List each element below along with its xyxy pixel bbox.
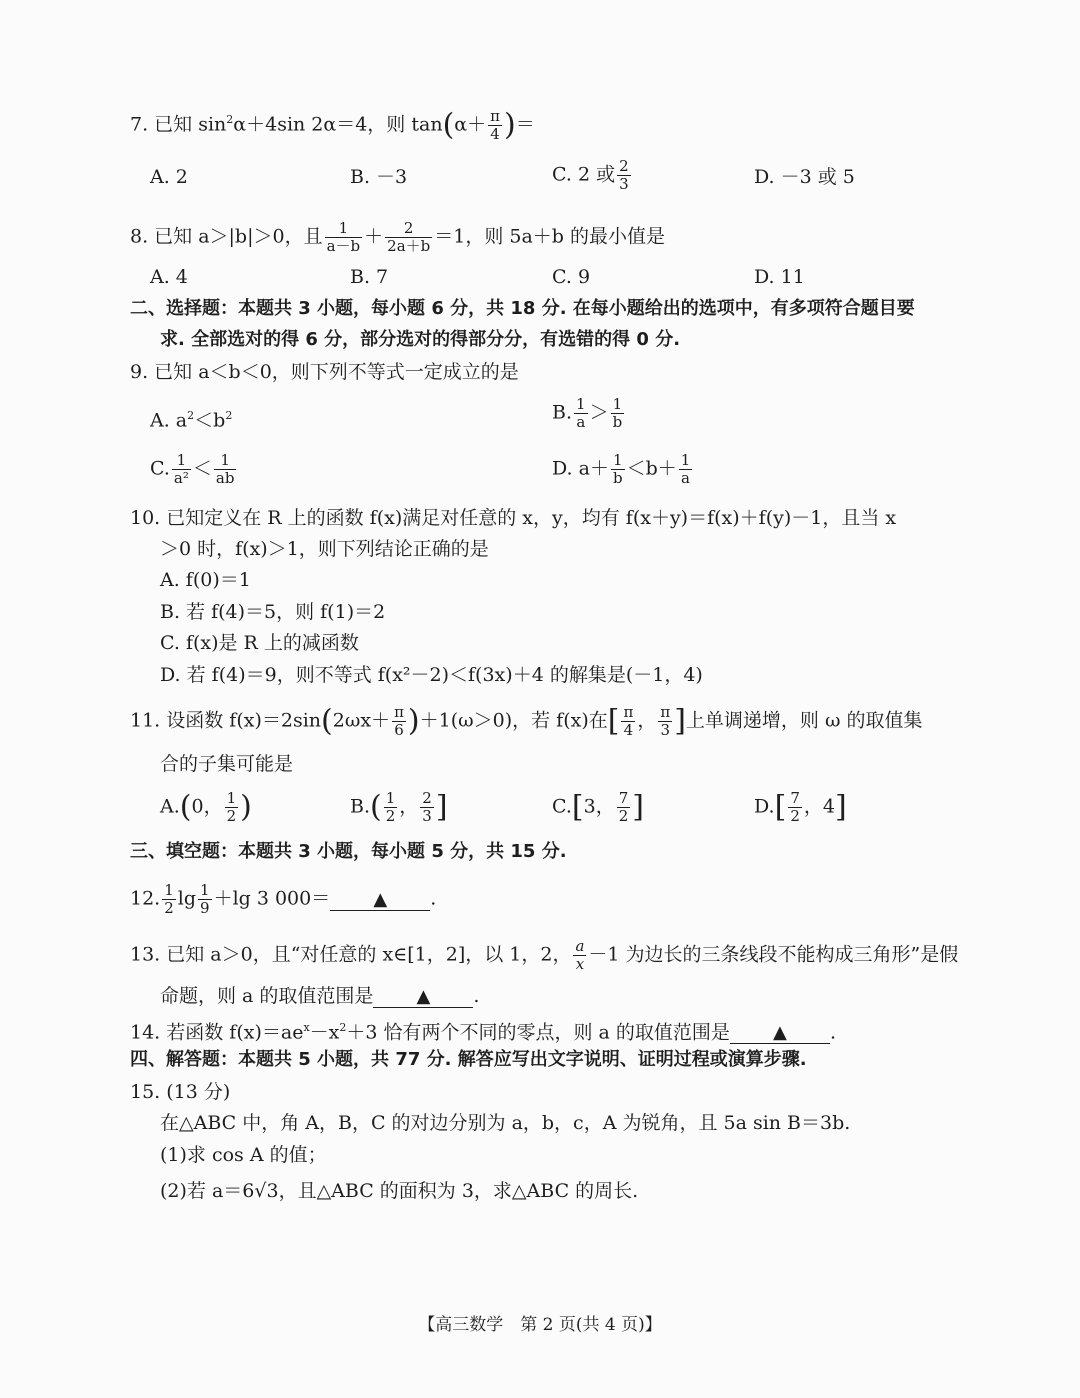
q9-c-frac2 xyxy=(214,452,237,487)
q7-c-text: C. 2 或 xyxy=(552,163,616,186)
frac-den: ab xyxy=(215,469,235,487)
question-13-stem-line2 xyxy=(160,984,479,1008)
frac-den: a² xyxy=(173,469,189,487)
q12-answer-blank[interactable] xyxy=(330,889,430,911)
q9-a-sup2: 2 xyxy=(225,409,233,422)
bracket-open: [ xyxy=(774,789,787,825)
question-10-stem-line1: 10. 已知定义在 R 上的函数 f(x)满足对任意的 x，y，均有 f(x＋y)＝f(x)＋f(y)－1，且当 x xyxy=(130,507,897,529)
q9-b-label: B. xyxy=(552,401,573,424)
frac-den: a xyxy=(576,413,586,431)
q11-d-frac xyxy=(788,790,802,825)
q11-c-label: C. xyxy=(552,795,572,818)
q12-frac2 xyxy=(198,882,212,917)
frac-num: 1 xyxy=(680,451,691,469)
section-3-heading: 三、填空题：本题共 3 小题，每小题 5 分，共 15 分. xyxy=(130,841,567,862)
q13-end: . xyxy=(473,985,480,1007)
q13-text-b: －1 为边长的三条线段不能构成三角形”是假 xyxy=(588,943,959,966)
frac-num: 1 xyxy=(164,881,174,899)
q9-d-op: ＜b＋ xyxy=(626,457,677,480)
q14-sup-x: x xyxy=(303,1021,310,1034)
frac-den: 2 xyxy=(790,807,800,825)
page-footer: 【高三数学 第 2 页(共 4 页)】 xyxy=(418,1315,662,1335)
q7-paren-open: ( xyxy=(442,107,455,143)
q9-b-frac2 xyxy=(611,396,625,431)
q12-lg: lg xyxy=(177,887,197,910)
q7-alpha-plus: α＋ xyxy=(454,113,487,136)
frac-den: 4 xyxy=(490,125,500,143)
question-10-stem-line2: ＞0 时，f(x)＞1，则下列结论正确的是 xyxy=(160,538,489,560)
frac-num: 1 xyxy=(172,452,191,470)
frac-den: 2 xyxy=(226,807,237,825)
q8-plus: ＋ xyxy=(364,225,384,248)
triangle-icon: ▲ xyxy=(373,888,388,910)
q11-option-b xyxy=(350,790,448,825)
question-11-stem xyxy=(130,704,923,739)
bracket-close: ] xyxy=(632,789,644,825)
q11-d-label: D. xyxy=(754,795,775,818)
question-13-stem xyxy=(130,938,958,973)
frac-den: 2 xyxy=(164,899,174,917)
q11-inner: 2ωx＋ xyxy=(332,709,391,732)
frac-den: b xyxy=(612,413,623,431)
q14-text-a: 14. 若函数 f(x)＝ae xyxy=(130,1021,304,1044)
question-12-stem xyxy=(130,882,436,917)
q9-b-frac1 xyxy=(574,396,588,431)
q11-a-frac xyxy=(225,790,239,825)
frac-den: a xyxy=(681,469,690,487)
q11-b-frac2 xyxy=(420,790,434,825)
q10-option-c: C. f(x)是 R 上的减函数 xyxy=(160,632,359,654)
q13-line2-text: 命题，则 a 的取值范围是 xyxy=(160,985,374,1007)
bracket-open: [ xyxy=(571,789,584,825)
frac-den: 2 xyxy=(385,807,396,825)
q13-frac xyxy=(573,938,586,973)
q9-c-frac1 xyxy=(172,452,191,487)
q14-sup-2: 2 xyxy=(339,1021,347,1034)
q11-b-label: B. xyxy=(350,795,371,818)
q11-int-frac2 xyxy=(658,704,672,739)
q7-option-d: D. －3 或 5 xyxy=(754,166,855,188)
bracket-close: ] xyxy=(435,789,448,825)
frac-den: 3 xyxy=(422,807,432,825)
q9-option-a xyxy=(150,404,232,432)
q11-pi-over-6 xyxy=(392,704,406,739)
q7-pi-over-4 xyxy=(488,108,502,143)
q11-b-frac1 xyxy=(384,790,398,825)
q11-paren-close: ) xyxy=(407,703,420,739)
q11-d-in: ，4 xyxy=(803,795,835,818)
q9-a-mid: ＜b xyxy=(194,409,226,432)
frac-den: a－b xyxy=(326,237,361,255)
q9-b-op: ＞ xyxy=(589,401,609,424)
q11-option-c xyxy=(552,790,644,825)
question-15-stem: 在△ABC 中，角 A，B，C 的对边分别为 a，b，c，A 为锐角，且 5a sin B＝3b. xyxy=(160,1112,851,1134)
bracket-close: ] xyxy=(834,789,847,825)
frac-num: π xyxy=(394,703,404,721)
triangle-icon: ▲ xyxy=(773,1022,787,1044)
q12-end: . xyxy=(430,887,437,910)
q11-bracket-close: ] xyxy=(674,703,686,739)
q11-text-c: 上单调递增，则 ω 的取值集 xyxy=(685,709,923,732)
frac-num: 1 xyxy=(385,789,396,807)
section-2-heading-line2: 求. 全部选对的得 6 分，部分选对的得部分分，有选错的得 0 分. xyxy=(160,329,681,350)
q11-text-b: ＋1(ω＞0)，若 f(x)在 xyxy=(419,709,608,732)
q9-c-op: ＜ xyxy=(192,457,212,480)
frac-den: 4 xyxy=(623,721,634,739)
q9-c-label: C. xyxy=(150,457,170,480)
frac-den: b xyxy=(612,469,623,487)
q9-d-label: D. a＋ xyxy=(552,457,609,480)
q7-option-a: A. 2 xyxy=(150,166,188,188)
comma: ， xyxy=(399,795,419,818)
paren-open: ( xyxy=(370,789,382,825)
frac-den: 2a＋b xyxy=(387,237,431,255)
frac-den: 9 xyxy=(200,899,210,917)
question-7-stem xyxy=(130,108,535,143)
q8-text-b: ＝1，则 5a＋b 的最小值是 xyxy=(434,225,665,248)
q14-text-b: ＋3 恰有两个不同的零点，则 a 的取值范围是 xyxy=(346,1021,730,1044)
frac-num: 2 xyxy=(422,789,432,807)
q10-option-b: B. 若 f(4)＝5，则 f(1)＝2 xyxy=(160,601,386,623)
frac-den: x xyxy=(575,955,585,973)
frac-den: 3 xyxy=(619,175,629,193)
q9-a-sup1: 2 xyxy=(187,409,195,422)
q7-eq: ＝ xyxy=(515,113,535,136)
q11-comma: ， xyxy=(637,709,657,732)
frac-num: 2 xyxy=(619,157,629,175)
question-8-stem xyxy=(130,220,665,255)
q8-text-a: 8. 已知 a＞|b|＞0，且 xyxy=(130,225,323,248)
q8-frac-1 xyxy=(325,220,363,255)
frac-den: 6 xyxy=(394,721,404,739)
q14-text-mid: －x xyxy=(309,1021,340,1044)
q13-text-a: 13. 已知 a＞0，且“对任意的 x∈[1，2]，以 1，2， xyxy=(130,943,572,966)
q9-d-frac1 xyxy=(611,452,625,487)
section-4-heading: 四、解答题：本题共 5 小题，共 77 分. 解答应写出文字说明、证明过程或演算步骤. xyxy=(130,1049,807,1070)
q11-c-frac xyxy=(617,790,631,825)
question-15-part2: (2)若 a＝6√3，且△ABC 的面积为 3，求△ABC 的周长. xyxy=(160,1180,639,1202)
q11-a-label: A. xyxy=(160,795,180,818)
question-9-stem: 9. 已知 a＜b＜0，则下列不等式一定成立的是 xyxy=(130,361,519,383)
q12-text: ＋lg 3 000＝ xyxy=(213,887,331,910)
frac-num: π xyxy=(490,107,500,125)
frac-den: 2 xyxy=(618,807,629,825)
q9-a-text: A. a xyxy=(150,409,188,432)
q14-end: . xyxy=(829,1021,836,1044)
q9-option-b xyxy=(552,396,626,431)
q14-answer-blank[interactable] xyxy=(730,1022,830,1044)
q11-bracket-open: [ xyxy=(607,703,620,739)
paren-close: ) xyxy=(240,789,252,825)
q7-option-b: B. －3 xyxy=(350,166,408,188)
frac-num: 7 xyxy=(618,789,629,807)
question-15-head: 15. (13 分) xyxy=(130,1081,231,1103)
frac-den: 3 xyxy=(660,721,671,739)
q11-c-in: 3， xyxy=(583,795,615,818)
q11-option-a xyxy=(160,790,252,825)
q10-option-d: D. 若 f(4)＝9，则不等式 f(x²－2)＜f(3x)＋4 的解集是(－1，4) xyxy=(160,664,703,686)
frac-num: 2 xyxy=(385,220,432,238)
q7-paren-close: ) xyxy=(503,107,516,143)
q11-int-frac1 xyxy=(621,704,635,739)
q8-option-c: C. 9 xyxy=(552,266,591,288)
q11-text-a: 11. 设函数 f(x)＝2sin xyxy=(130,709,322,732)
q10-option-a: A. f(0)＝1 xyxy=(160,569,251,591)
frac-num: 1 xyxy=(200,881,210,899)
frac-num: 1 xyxy=(576,395,586,413)
q13-answer-blank[interactable] xyxy=(373,986,473,1008)
frac-num: 1 xyxy=(226,789,237,807)
question-15-part1: (1)求 cos A 的值； xyxy=(160,1144,327,1166)
q9-option-d xyxy=(552,452,694,487)
frac-num: 1 xyxy=(611,452,625,470)
q8-option-d: D. 11 xyxy=(754,266,805,288)
frac-num: 7 xyxy=(790,789,800,807)
q7-text-a: 7. 已知 sin xyxy=(130,113,227,136)
q11-a-in: 0， xyxy=(191,795,223,818)
question-14-stem xyxy=(130,1016,836,1044)
q8-option-a: A. 4 xyxy=(150,266,188,288)
q7-sup: 2 xyxy=(226,113,234,127)
q7-option-c xyxy=(552,158,633,193)
q7-c-frac xyxy=(617,158,631,193)
frac-num: a xyxy=(575,937,585,955)
frac-num: 1 xyxy=(214,452,237,470)
triangle-icon: ▲ xyxy=(416,986,431,1007)
question-11-stem-line2: 合的子集可能是 xyxy=(160,753,294,775)
frac-num: 1 xyxy=(325,220,363,238)
frac-num: π xyxy=(623,703,634,721)
frac-num: π xyxy=(660,703,671,721)
q11-option-d xyxy=(754,790,847,825)
q9-d-frac2 xyxy=(679,452,693,487)
q12-number: 12. xyxy=(130,887,161,910)
paren-open: ( xyxy=(179,789,192,825)
section-2-heading-line1: 二、选择题：本题共 3 小题，每小题 6 分，共 18 分. 在每小题给出的选项中，有多项符合题目要 xyxy=(130,298,915,319)
q7-text-b: α＋4sin 2α＝4，则 tan xyxy=(233,113,443,136)
q8-frac-2 xyxy=(385,220,432,255)
q11-paren-open: ( xyxy=(321,703,333,739)
q8-option-b: B. 7 xyxy=(350,266,389,288)
q9-option-c xyxy=(150,452,238,487)
frac-num: 1 xyxy=(611,396,625,414)
q12-frac1 xyxy=(162,882,176,917)
